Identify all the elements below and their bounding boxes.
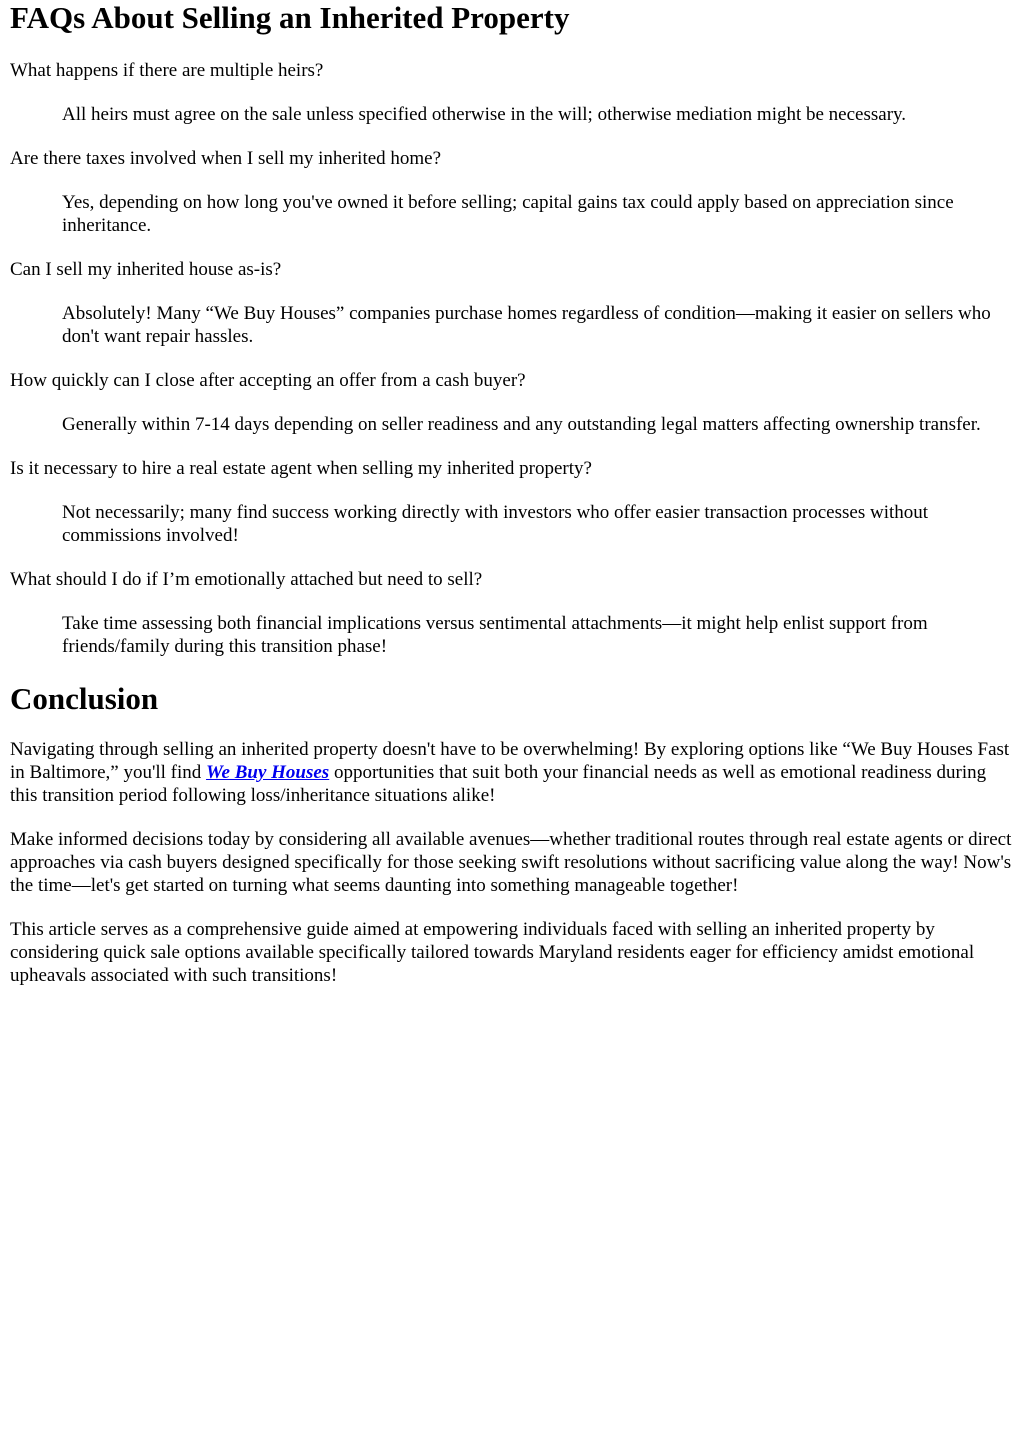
- faq-answer: Take time assessing both financial implications versus sentimental attachments—it might help enlist support from friends/family during this transition phase!: [62, 613, 928, 657]
- faq-question: How quickly can I close after accepting an offer from a cash buyer?: [10, 370, 526, 391]
- faq-question: Can I sell my inherited house as-is?: [10, 259, 282, 280]
- faq-heading: FAQs About Selling an Inherited Property: [10, 0, 570, 35]
- conclusion-heading: Conclusion: [10, 681, 159, 716]
- faq-answer: Yes, depending on how long you've owned it before selling; capital gains tax could apply based on appreciation since inheritance.: [62, 192, 954, 236]
- faq-question: Are there taxes involved when I sell my inherited home?: [10, 148, 442, 169]
- faq-answer: Not necessarily; many find success working directly with investors who offer easier transaction processes without commissions involved!: [62, 502, 929, 546]
- faq-list: [10, 59, 1014, 658]
- conclusion-text-after-link: opportunities that suit both your financial needs as well as emotional readiness during this transition period following loss/inheritance situations alike!: [10, 762, 987, 806]
- we-buy-houses-link[interactable]: We Buy Houses: [206, 762, 330, 783]
- conclusion-paragraph: This article serves as a comprehensive guide aimed at empowering individuals faced with selling an inherited property by considering quick sale options available specifically tailored towards Maryland residents eager for efficiency amidst emotional upheavals associated with such transitions!: [10, 919, 975, 986]
- faq-question: What happens if there are multiple heirs?: [10, 60, 324, 81]
- faq-question: What should I do if I’m emotionally attached but need to sell?: [10, 569, 483, 590]
- conclusion-paragraph: Make informed decisions today by considering all available avenues—whether traditional routes through real estate agents or direct approaches via cash buyers designed specifically for those seeking swift resolutions without sacrificing value along the way! Now's the time—let's get started on turning what seems daunting into something manageable together!: [10, 829, 1012, 896]
- faq-answer: All heirs must agree on the sale unless specified otherwise in the will; otherwise mediation might be necessary.: [62, 104, 907, 125]
- faq-answer: Generally within 7-14 days depending on seller readiness and any outstanding legal matters affecting ownership transfer.: [62, 414, 981, 435]
- faq-question: Is it necessary to hire a real estate agent when selling my inherited property?: [10, 458, 592, 479]
- conclusion-text-before-link: Navigating through selling an inherited property doesn't have to be overwhelming! By exploring options like “We Buy Houses Fast in Baltimore,” you'll find: [10, 739, 1010, 783]
- conclusion-paragraph: [10, 738, 1014, 807]
- faq-answer: Absolutely! Many “We Buy Houses” companies purchase homes regardless of condition—making it easier on sellers who don't want repair hassles.: [62, 303, 991, 347]
